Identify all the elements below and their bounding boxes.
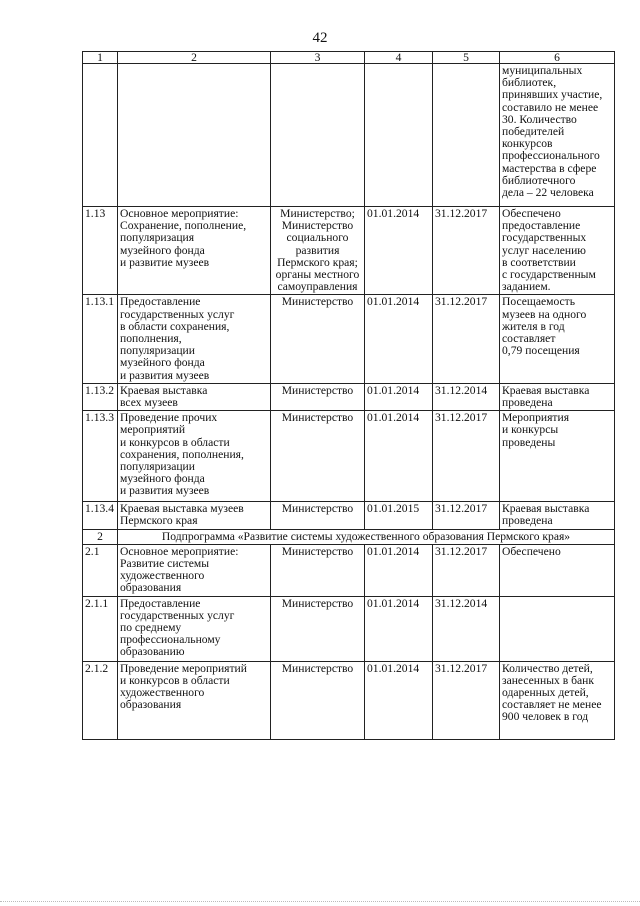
table-header-row (83, 52, 615, 64)
cell-event-name (118, 64, 271, 207)
cell-start-date: 01.01.2014 (365, 544, 433, 596)
cell-end-date: 31.12.2017 (433, 502, 500, 529)
cell-end-date: 31.12.2017 (433, 411, 500, 502)
cell-result: муниципальных библиотек, принявших участие, составило не менее 30. Количество победителей конкурсов профессионального мастерства в сфере библиотечного дела – 22 человека (500, 64, 615, 207)
cell-number: 1.13.3 (83, 411, 118, 502)
cell-end-date: 31.12.2017 (433, 661, 500, 739)
cell-number: 1.13 (83, 207, 118, 295)
cell-end-date: 31.12.2014 (433, 596, 500, 661)
cell-start-date: 01.01.2014 (365, 207, 433, 295)
cell-event-name: Основное мероприятие: Сохранение, пополнение, популяризация музейного фонда и развитие музеев (118, 207, 271, 295)
cell-number: 2.1 (83, 544, 118, 596)
cell-event-name: Проведение прочих мероприятий и конкурсов в области сохранения, пополнения, популяризации музейного фонда и развития музеев (118, 411, 271, 502)
table-row (83, 64, 615, 207)
header-cell: 2 (118, 52, 271, 64)
header-cell: 1 (83, 52, 118, 64)
cell-result: Посещаемость музеев на одного жителя в год составляет 0,79 посещения (500, 295, 615, 383)
table-row (83, 383, 615, 410)
cell-start-date: 01.01.2015 (365, 502, 433, 529)
events-table (82, 51, 615, 740)
cell-start-date: 01.01.2014 (365, 661, 433, 739)
cell-start-date: 01.01.2014 (365, 411, 433, 502)
table-row (83, 207, 615, 295)
cell-event-name: Проведение мероприятий и конкурсов в области художественного образования (118, 661, 271, 739)
cell-result (500, 596, 615, 661)
subprogram-row (83, 529, 615, 544)
cell-start-date: 01.01.2014 (365, 596, 433, 661)
cell-event-name: Краевая выставка всех музеев (118, 383, 271, 410)
cell-start-date: 01.01.2014 (365, 295, 433, 383)
table-row (83, 596, 615, 661)
cell-executor (271, 64, 365, 207)
cell-executor: Министерство (271, 295, 365, 383)
cell-start-date (365, 64, 433, 207)
table-row (83, 544, 615, 596)
cell-result: Обеспечено (500, 544, 615, 596)
table-row (83, 411, 615, 502)
subprogram-number: 2 (83, 529, 118, 544)
cell-executor: Министерство (271, 383, 365, 410)
cell-result: Количество детей, занесенных в банк одаренных детей, составляет не менее 900 человек в год (500, 661, 615, 739)
cell-end-date: 31.12.2017 (433, 544, 500, 596)
table-row (83, 661, 615, 739)
subprogram-title: Подпрограмма «Развитие системы художественного образования Пермского края» (118, 529, 615, 544)
table-body (83, 52, 615, 740)
page-bottom-edge (0, 901, 640, 906)
cell-start-date: 01.01.2014 (365, 383, 433, 410)
cell-end-date (433, 64, 500, 207)
cell-event-name: Предоставление государственных услуг по среднему профессиональному образованию (118, 596, 271, 661)
cell-executor: Министерство (271, 502, 365, 529)
table-row (83, 502, 615, 529)
page-number: 42 (312, 30, 328, 46)
cell-end-date: 31.12.2017 (433, 295, 500, 383)
cell-number: 1.13.4 (83, 502, 118, 529)
cell-number: 1.13.2 (83, 383, 118, 410)
table-row (83, 295, 615, 383)
cell-end-date: 31.12.2017 (433, 207, 500, 295)
header-cell: 3 (271, 52, 365, 64)
header-cell: 6 (500, 52, 615, 64)
cell-event-name: Краевая выставка музеев Пермского края (118, 502, 271, 529)
header-cell: 5 (433, 52, 500, 64)
cell-executor: Министерство (271, 661, 365, 739)
cell-number: 1.13.1 (83, 295, 118, 383)
cell-executor: Министерство (271, 544, 365, 596)
cell-end-date: 31.12.2014 (433, 383, 500, 410)
cell-event-name: Предоставление государственных услуг в области сохранения, пополнения, популяризации музейного фонда и развития музеев (118, 295, 271, 383)
cell-result: Краевая выставка проведена (500, 383, 615, 410)
header-cell: 4 (365, 52, 433, 64)
cell-executor: Министерство (271, 411, 365, 502)
cell-event-name: Основное мероприятие: Развитие системы художественного образования (118, 544, 271, 596)
cell-executor: Министерство; Министерство социального развития Пермского края; органы местного самоуправления (271, 207, 365, 295)
cell-number (83, 64, 118, 207)
cell-executor: Министерство (271, 596, 365, 661)
cell-result: Обеспечено предоставление государственных услуг населению в соответствии с государственным заданием. (500, 207, 615, 295)
cell-number: 2.1.2 (83, 661, 118, 739)
cell-result: Мероприятия и конкурсы проведены (500, 411, 615, 502)
cell-number: 2.1.1 (83, 596, 118, 661)
cell-result: Краевая выставка проведена (500, 502, 615, 529)
